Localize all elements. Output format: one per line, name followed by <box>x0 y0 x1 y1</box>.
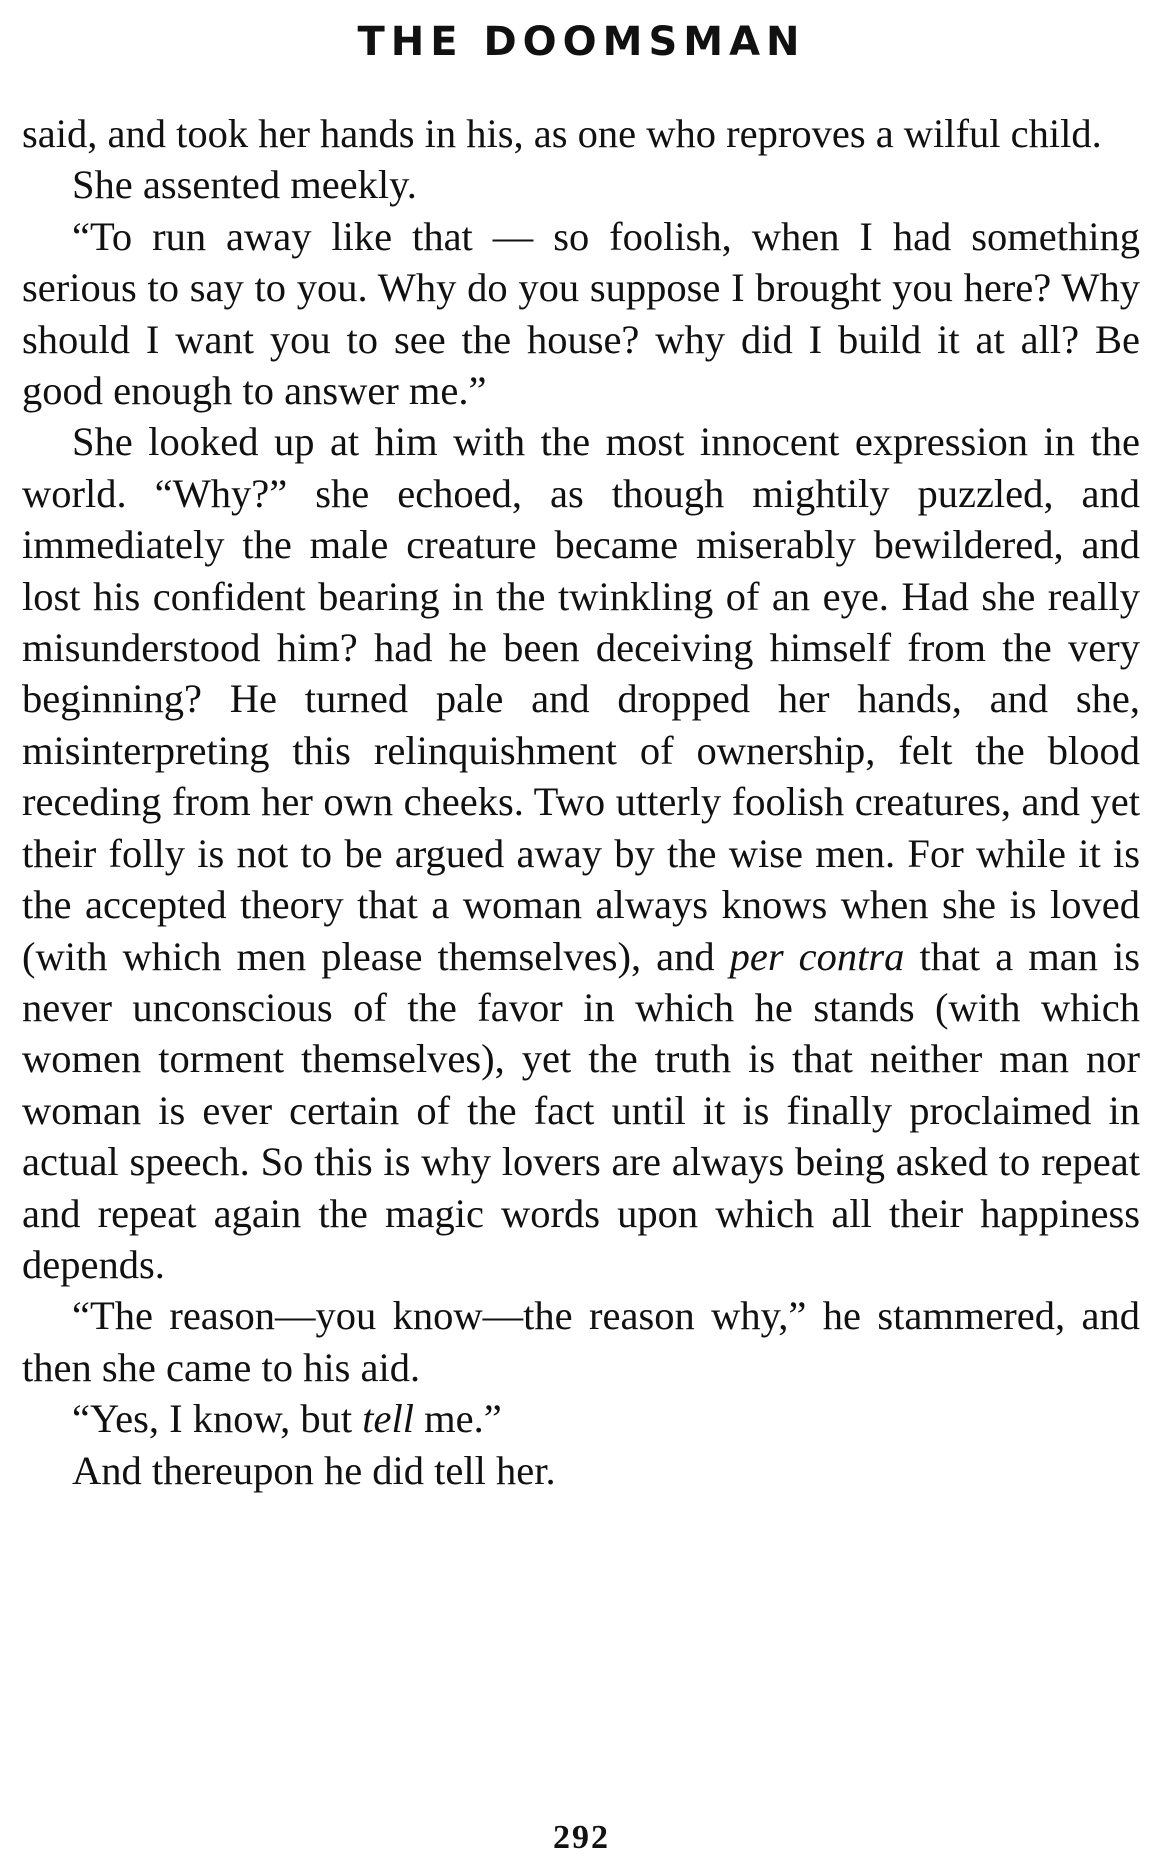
paragraph: “The reason—you know—the reason why,” he stammered, and then she came to his aid. <box>22 1293 1140 1390</box>
paragraph-text: me.” <box>414 1396 502 1442</box>
paragraph: She assented meekly. <box>72 162 417 208</box>
paragraph-continued: said, and took her hands in his, as one who reproves a wilful child. <box>22 111 1102 156</box>
body-text <box>22 108 1140 1496</box>
paragraph <box>22 1393 1140 1444</box>
paragraph-text: She looked up at him with the most innocent expression in the world. “Why?” she echoed, as though mightily puzzled, and immediately the male creature became miserably bewildered, and lost his confident bearing in the twinkling of an eye. Had she really misunderstood him? had he been deceiving himself from the very beginning? He turned pale and dropped her hands, and she, misinterpreting this relinquishment of ownership, felt the blood receding from her own cheeks. Two utterly foolish creatures, and yet their folly is not to be argued away by the wise men. For while it is the accepted theory that a woman always knows when she is loved (with which men please themselves), and <box>22 419 1140 979</box>
paragraph-text: that a man is never unconscious of the favor in which he stands (with which women torment themselves), yet the truth is that neither man nor woman is ever certain of the fact until it is finally proclaimed in actual speech. So this is why lovers are always being asked to repeat and repeat again the magic words upon which all their happiness depends. <box>22 933 1140 1287</box>
italic-phrase: per contra <box>729 933 905 979</box>
italic-word: tell <box>362 1396 414 1442</box>
page-number: 292 <box>553 1819 610 1856</box>
paragraph-text: “Yes, I know, but <box>72 1396 363 1442</box>
paragraph <box>22 416 1140 1290</box>
paragraph: “To run away like that — so foolish, when I had something serious to say to you. Why do you suppose I brought you here? Why should I want you to see the house? why did I build it at all? Be good enough to answer me.” <box>22 213 1140 414</box>
running-title: THE DOOMSMAN <box>357 19 806 65</box>
paragraph: And thereupon he did tell her. <box>72 1447 556 1493</box>
